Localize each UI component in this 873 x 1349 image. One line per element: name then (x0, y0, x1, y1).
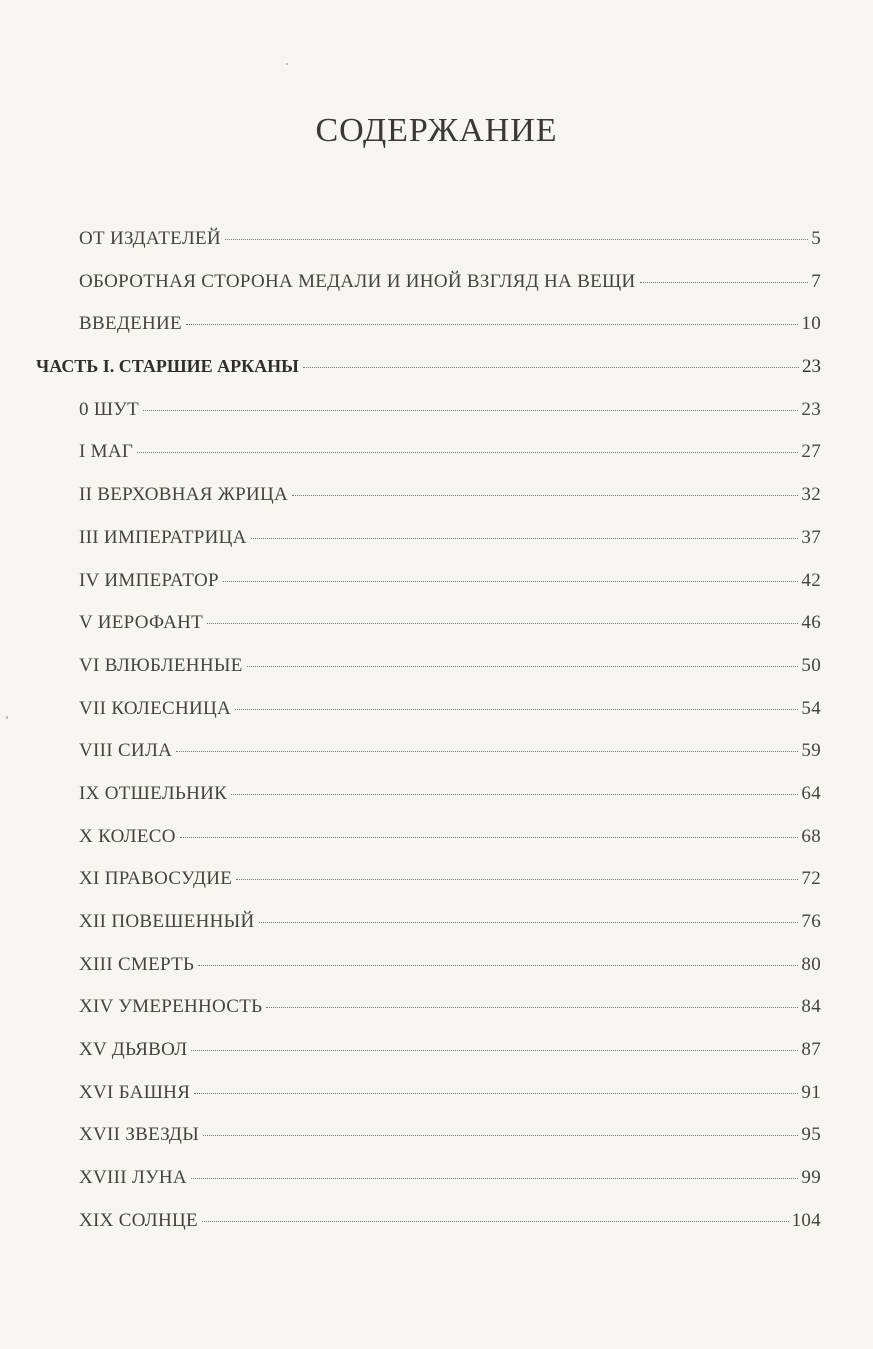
dot-leader (186, 324, 798, 325)
toc-entry[interactable] (0, 868, 873, 911)
toc-entry-title: IV ИМПЕРАТОР (79, 569, 219, 591)
dot-leader (303, 367, 799, 368)
dot-leader (194, 1093, 798, 1094)
dot-leader (191, 1178, 798, 1179)
toc-entry-title: I МАГ (79, 441, 134, 463)
toc-page-number: 23 (801, 398, 821, 420)
dot-leader (292, 495, 798, 496)
toc-page-number: 10 (801, 313, 821, 335)
dot-leader (203, 1135, 798, 1136)
toc-entry[interactable] (0, 996, 873, 1039)
toc-entry-title: VI ВЛЮБЛЕННЫЕ (79, 654, 243, 676)
dot-leader (259, 922, 799, 923)
toc-page-number: 84 (801, 996, 821, 1018)
toc-page-number: 87 (801, 1039, 821, 1061)
toc-page-number: 46 (801, 612, 821, 634)
toc-page-number: 37 (801, 526, 821, 548)
dot-leader (176, 751, 798, 752)
dot-leader (236, 879, 798, 880)
toc-entry[interactable] (0, 441, 873, 484)
toc-entry-title: XIV УМЕРЕННОСТЬ (79, 996, 263, 1018)
toc-entry-title: XIII СМЕРТЬ (79, 953, 195, 975)
paper-speck (286, 63, 288, 65)
dot-leader (191, 1050, 798, 1051)
toc-entry-title: VIII СИЛА (79, 740, 173, 762)
toc-entry-title: IX ОТШЕЛЬНИК (79, 782, 228, 804)
toc-entry[interactable] (0, 1167, 873, 1210)
toc-page-number: 64 (801, 782, 821, 804)
dot-leader (247, 666, 799, 667)
table-of-contents (0, 228, 873, 1253)
toc-entry[interactable] (0, 1124, 873, 1167)
toc-entry[interactable] (0, 228, 873, 271)
toc-page-number: 50 (801, 654, 821, 676)
toc-entry[interactable] (0, 1039, 873, 1082)
toc-entry-title: II ВЕРХОВНАЯ ЖРИЦА (79, 484, 289, 506)
toc-entry[interactable] (0, 313, 873, 356)
toc-entry[interactable] (0, 655, 873, 698)
toc-entry[interactable] (0, 911, 873, 954)
toc-page-number: 91 (801, 1081, 821, 1103)
toc-page-number: 27 (801, 441, 821, 463)
toc-entry[interactable] (0, 271, 873, 314)
toc-page-number: 72 (801, 868, 821, 890)
dot-leader (207, 623, 798, 624)
dot-leader (223, 581, 799, 582)
toc-entry[interactable] (0, 1082, 873, 1125)
toc-page-number: 104 (791, 1209, 821, 1231)
toc-entry[interactable] (0, 527, 873, 570)
toc-entry-title: ОТ ИЗДАТЕЛЕЙ (79, 228, 221, 249)
toc-page-number: 59 (801, 740, 821, 762)
dot-leader (202, 1221, 789, 1222)
toc-page-number: 80 (801, 953, 821, 975)
toc-entry-title: VII КОЛЕСНИЦА (79, 697, 232, 719)
dot-leader (143, 410, 798, 411)
toc-page-number: 23 (802, 356, 821, 378)
toc-entry[interactable] (0, 698, 873, 741)
toc-page-number: 32 (801, 484, 821, 506)
dot-leader (235, 709, 798, 710)
toc-entry-title: V ИЕРОФАНТ (79, 612, 204, 634)
toc-page-number: 7 (811, 270, 821, 292)
dot-leader (180, 837, 799, 838)
dot-leader (231, 794, 798, 795)
toc-page-number: 99 (801, 1167, 821, 1189)
toc-page-number: 5 (811, 228, 821, 249)
toc-entry-title: XII ПОВЕШЕННЫЙ (79, 911, 255, 932)
toc-entry-title: ВВЕДЕНИЕ (79, 313, 182, 335)
toc-entry-title: XVII ЗВЕЗДЫ (79, 1124, 200, 1146)
toc-page-number: 95 (801, 1124, 821, 1146)
toc-entry-title: ЧАСТЬ I. СТАРШИЕ АРКАНЫ (36, 356, 299, 377)
toc-page-number: 76 (801, 911, 821, 932)
toc-entry-title: III ИМПЕРАТРИЦА (79, 526, 247, 548)
toc-entry[interactable] (0, 954, 873, 997)
toc-entry[interactable] (0, 570, 873, 613)
toc-entry[interactable] (0, 399, 873, 442)
toc-entry-title: XIX СОЛНЦЕ (79, 1209, 198, 1231)
toc-entry-title: X КОЛЕСО (79, 825, 176, 847)
page-title: СОДЕРЖАНИЕ (315, 112, 558, 149)
toc-entry[interactable] (0, 826, 873, 869)
toc-entry-title: 0 ШУТ (79, 398, 139, 420)
dot-leader (251, 538, 799, 539)
toc-entry-title: XI ПРАВОСУДИЕ (79, 868, 233, 890)
toc-entry-title: XVIII ЛУНА (79, 1167, 187, 1189)
toc-entry[interactable] (0, 740, 873, 783)
toc-page-number: 68 (801, 825, 821, 847)
toc-entry[interactable] (0, 783, 873, 826)
dot-leader (198, 965, 798, 966)
toc-entry-title: ОБОРОТНАЯ СТОРОНА МЕДАЛИ И ИНОЙ ВЗГЛЯД НА ВЕЩИ (79, 270, 636, 292)
toc-entry-title: XV ДЬЯВОЛ (79, 1039, 188, 1061)
toc-page-number: 42 (801, 569, 821, 591)
dot-leader (225, 239, 808, 240)
toc-entry[interactable] (0, 1210, 873, 1253)
dot-leader (137, 452, 798, 453)
dot-leader (640, 282, 809, 283)
toc-page-number: 54 (801, 697, 821, 719)
dot-leader (266, 1007, 798, 1008)
toc-entry-title: XVI БАШНЯ (79, 1081, 191, 1103)
toc-part-heading[interactable] (0, 356, 873, 399)
toc-entry[interactable] (0, 612, 873, 655)
toc-entry[interactable] (0, 484, 873, 527)
